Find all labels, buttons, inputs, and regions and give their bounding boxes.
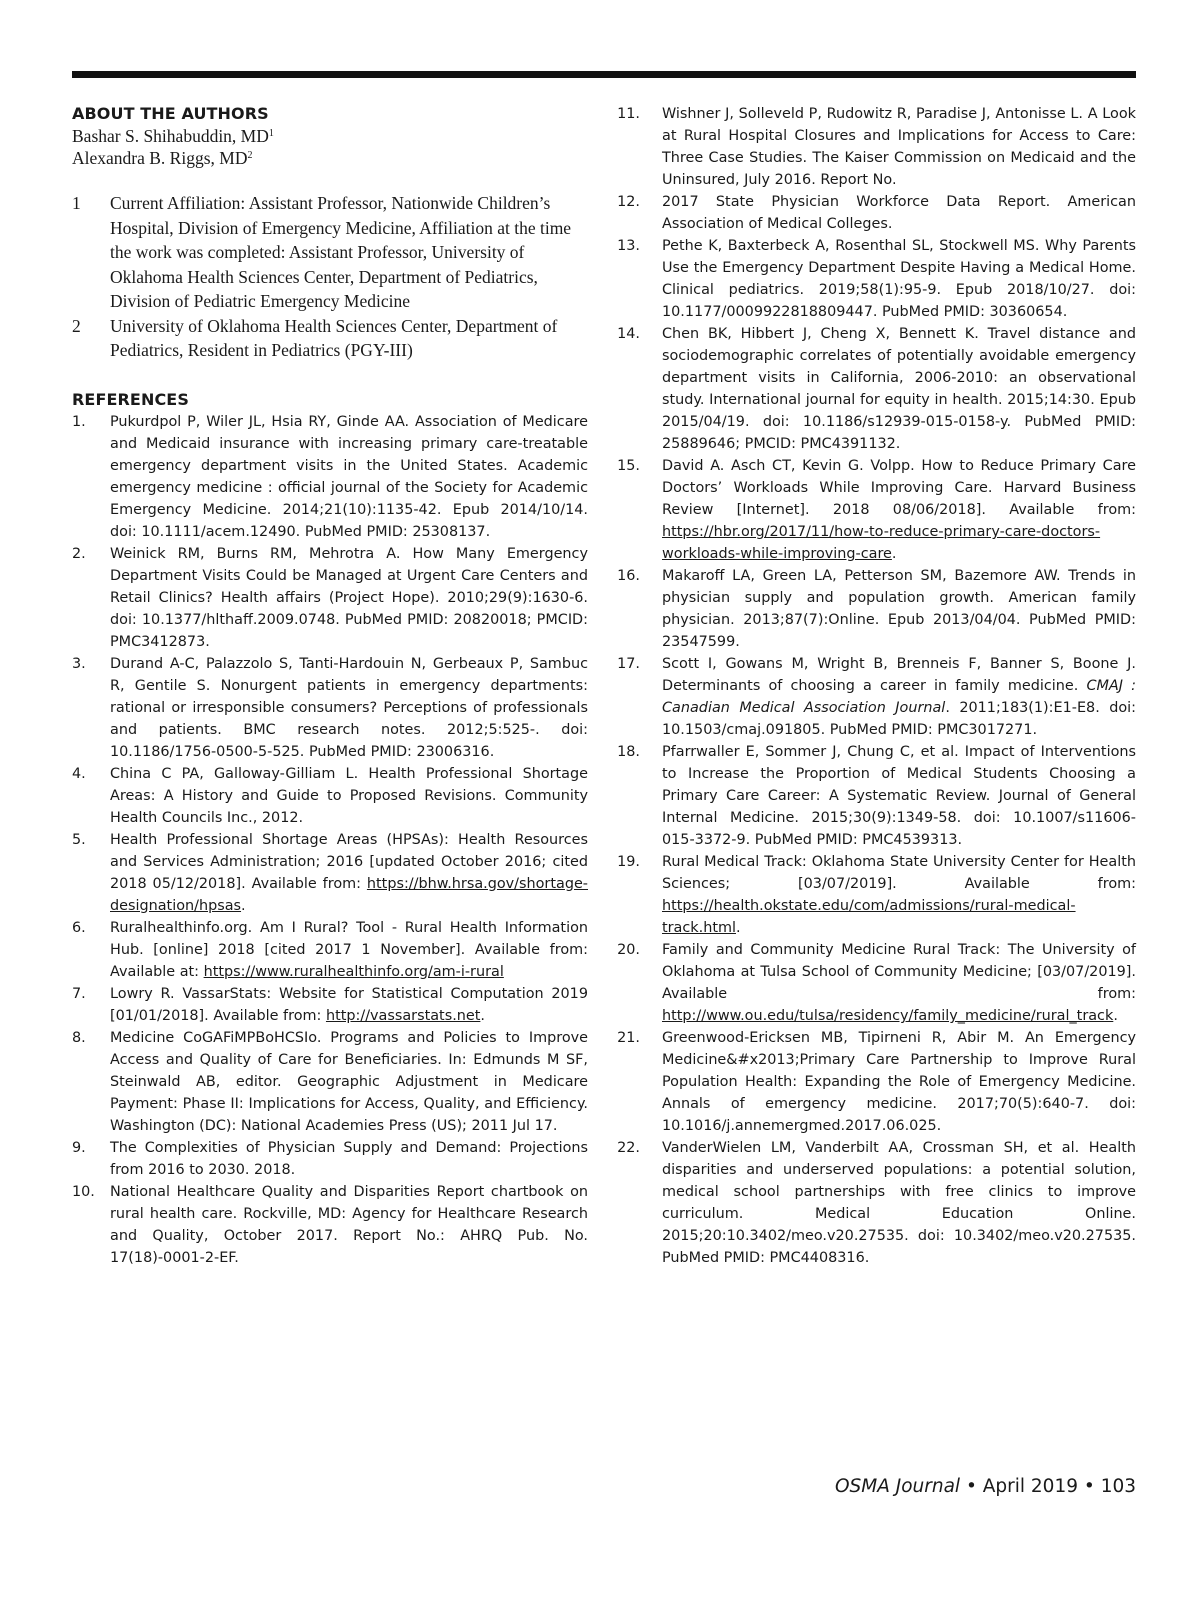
reference-journal: CMAJ : Canadian Medical Association Journal (662, 678, 1136, 716)
reference-text: Family and Community Medicine Rural Track: The University of Oklahoma at Tulsa School of Community Medicine; [03/07/2019]. Available from: (662, 942, 1136, 1002)
reference-text: Scott I, Gowans M, Wright B, Brenneis F, Banner S, Boone J. Determinants of choosing a career in family medicine. (662, 656, 1136, 694)
reference-item (72, 763, 588, 829)
reference-text: Durand A-C, Palazzolo S, Tanti-Hardouin N, Gerbeaux P, Sambuc R, Gentile S. Nonurgent patients in emergency departments: rational or irresponsible consumers? Perceptions of professionals and patients. BMC research notes. 2012;5:525-. doi: 10.1186/1756-0500-5-525. PubMed PMID: 23006316. (110, 655, 588, 760)
reference-number: 3. (72, 655, 86, 672)
reference-item (617, 103, 1136, 191)
reference-text: Medicine CoGAFiMPBoHCSIo. Programs and Policies to Improve Access and Quality of Care for Beneficiaries. In: Edmunds M SF, Steinwald AB, editor. Geographic Adjustment in Medicare Payment: Phase II: Implications for Access, Quality, and Efficiency. Washington (DC): National Academies Press (US); 2011 Jul 17. (110, 1029, 588, 1134)
reference-text-end: . (241, 897, 246, 914)
reference-number: 19. (617, 854, 640, 870)
author-1 (72, 125, 588, 147)
reference-number: 1. (72, 413, 86, 430)
reference-text-end: . 2011;183(1):E1-E8. doi: 10.1503/cmaj.091805. PubMed PMID: PMC3017271. (662, 700, 1136, 738)
reference-item (72, 411, 588, 543)
reference-number: 13. (617, 238, 640, 254)
reference-text: Lowry R. VassarStats: Website for Statistical Computation 2019 [01/01/2018]. Available from: (110, 985, 588, 1024)
reference-number: 7. (72, 985, 86, 1002)
affiliation-number: 2 (72, 315, 81, 336)
reference-number: 9. (72, 1139, 86, 1156)
reference-text: Pukurdpol P, Wiler JL, Hsia RY, Ginde AA. Association of Medicare and Medicaid insurance with increasing primary care-treatable emergency department visits in the United States. Academic emergency medicine : official journal of the Society for Academic Emergency Medicine. 2014;21(10):1135-42. Epub 2014/10/14. doi: 10.1111/acem.12490. PubMed PMID: 25308137. (110, 413, 588, 540)
reference-number: 21. (617, 1030, 640, 1046)
reference-number: 15. (617, 458, 640, 474)
reference-text: VanderWielen LM, Vanderbilt AA, Crossman SH, et al. Health disparities and underserved populations: a potential solution, medical school partnerships with free clinics to improve curriculum. Medical Education Online. 2015;20:10.3402/meo.v20.27535. doi: 10.3402/meo.v20.27535. PubMed PMID: PMC4408316. (662, 1140, 1136, 1266)
reference-text: Ruralhealthinfo.org. Am I Rural? Tool - Rural Health Information Hub. [online] 2018 [cited 2017 1 November]. Available from: Available at: (110, 919, 588, 980)
reference-text: China C PA, Galloway-Gilliam L. Health Professional Shortage Areas: A History and Guide to Proposed Revisions. Community Health Councils Inc., 2012. (110, 765, 588, 826)
reference-item (72, 829, 588, 917)
author-name: Bashar S. Shihabuddin, MD (72, 126, 269, 146)
reference-number: 17. (617, 656, 640, 672)
author-affiliation-mark: 2 (247, 150, 253, 161)
reference-number: 2. (72, 545, 86, 562)
reference-link[interactable]: http://www.ou.edu/tulsa/residency/family_medicine/rural_track (662, 1008, 1114, 1024)
reference-number: 4. (72, 765, 86, 782)
reference-text-end: . (480, 1007, 485, 1024)
reference-text: Weinick RM, Burns RM, Mehrotra A. How Many Emergency Department Visits Could be Managed at Urgent Care Centers and Retail Clinics? Health affairs (Project Hope). 2010;29(9):1630-6. doi: 10.1377/hlthaff.2009.0748. PubMed PMID: 20820018; PMCID: PMC3412873. (110, 545, 588, 650)
reference-link[interactable]: https://bhw.hrsa.gov/shortage-designation/hpsas (110, 875, 588, 914)
reference-item (617, 851, 1136, 939)
footer-date: April 2019 (982, 1476, 1078, 1497)
reference-text: 2017 State Physician Workforce Data Report. American Association of Medical Colleges. (662, 194, 1136, 232)
footer-separator: • (1078, 1476, 1101, 1497)
affiliation-number: 1 (72, 193, 81, 213)
author-2 (72, 147, 588, 169)
reference-text: National Healthcare Quality and Disparities Report chartbook on rural health care. Rockville, MD: Agency for Healthcare Research and Quality, October 2017. Report No.: AHRQ Pub. No. 17(18)-0001-2-EF. (110, 1183, 588, 1266)
reference-item (617, 741, 1136, 851)
reference-text: Wishner J, Solleveld P, Rudowitz R, Paradise J, Antonisse L. A Look at Rural Hospital Closures and Implications for Access to Care: Three Case Studies. The Kaiser Commission on Medicaid and the Uninsured, July 2016. Report No. (662, 106, 1136, 188)
reference-link[interactable]: https://www.ruralhealthinfo.org/am-i-rural (203, 963, 504, 980)
reference-link[interactable]: https://hbr.org/2017/11/how-to-reduce-primary-care-doctors-workloads-while-improving-care (662, 524, 1101, 562)
reference-link[interactable]: https://health.okstate.edu/com/admissions/rural-medical-track.html (662, 898, 1076, 936)
reference-item (72, 1027, 588, 1137)
footer-page-number: 103 (1100, 1476, 1136, 1497)
author-name: Alexandra B. Riggs, MD (72, 148, 248, 168)
affiliation-text: Current Affiliation: Assistant Professor, Nationwide Children’s Hospital, Division of Emergency Medicine, Affiliation at the time the work was completed: Assistant Professor, University of Oklahoma Health Sciences Center, Department of Pediatrics, Division of Pediatric Emergency Medicine (110, 193, 572, 311)
affiliation-item (72, 191, 588, 314)
reference-link[interactable]: http://vassarstats.net (325, 1007, 481, 1024)
reference-item (72, 1181, 588, 1269)
reference-list-left (72, 411, 588, 1269)
reference-text: Chen BK, Hibbert J, Cheng X, Bennett K. Travel distance and sociodemographic correlates of potentially avoidable emergency department visits in California, 2006-2010: an observational study. International journal for equity in health. 2015;14:30. Epub 2015/04/19. doi: 10.1186/s12939-015-0158-y. PubMed PMID: 25889646; PMCID: PMC4391132. (662, 326, 1136, 452)
author-affiliation-mark: 1 (268, 128, 274, 139)
reference-item (72, 1137, 588, 1181)
affiliation-text: University of Oklahoma Health Sciences Center, Department of Pediatrics, Resident in Pediatrics (PGY-III) (110, 315, 558, 360)
reference-text: Pethe K, Baxterbeck A, Rosenthal SL, Stockwell MS. Why Parents Use the Emergency Department Despite Having a Medical Home. Clinical pediatrics. 2019;58(1):95-9. Epub 2018/10/27. doi: 10.1177/0009922818809447. PubMed PMID: 30360654. (662, 238, 1136, 320)
reference-item (617, 653, 1136, 741)
reference-text: Health Professional Shortage Areas (HPSAs): Health Resources and Services Administration; 2016 [updated October 2016; cited 2018 05/12/2018]. Available from: (110, 831, 588, 892)
reference-number: 20. (617, 942, 640, 958)
reference-number: 22. (617, 1140, 640, 1156)
reference-number: 11. (617, 106, 640, 122)
references-heading: REFERENCES (72, 389, 189, 409)
reference-number: 10. (72, 1183, 95, 1200)
reference-number: 5. (72, 831, 86, 848)
reference-text: Pfarrwaller E, Sommer J, Chung C, et al. Impact of Interventions to Increase the Proportion of Medical Students Choosing a Primary Care Career: A Systematic Review. Journal of General Internal Medicine. 2015;30(9):1349-58. doi: 10.1007/s11606-015-3372-9. PubMed PMID: PMC4539313. (662, 744, 1136, 848)
reference-item (617, 565, 1136, 653)
reference-number: 8. (72, 1029, 86, 1046)
reference-text: The Complexities of Physician Supply and Demand: Projections from 2016 to 2030. 2018. (110, 1139, 588, 1178)
reference-item (617, 235, 1136, 323)
reference-number: 14. (617, 326, 640, 342)
reference-text: David A. Asch CT, Kevin G. Volpp. How to Reduce Primary Care Doctors’ Workloads While Improving Care. Harvard Business Review [Internet]. 2018 08/06/2018]. Available from: (662, 458, 1136, 518)
reference-text-end: . (1113, 1008, 1118, 1024)
reference-number: 6. (72, 919, 86, 936)
left-column (72, 103, 588, 1269)
reference-number: 18. (617, 744, 640, 760)
reference-item (72, 543, 588, 653)
reference-text: Makaroff LA, Green LA, Petterson SM, Bazemore AW. Trends in physician supply and population growth. American family physician. 2013;87(7):Online. Epub 2013/04/04. PubMed PMID: 23547599. (662, 568, 1136, 650)
reference-list-right (617, 103, 1136, 1269)
reference-item (617, 1137, 1136, 1269)
reference-item (72, 983, 588, 1027)
footer-journal: OSMA Journal (834, 1476, 961, 1497)
reference-item (72, 917, 588, 983)
right-column (617, 103, 1136, 1269)
reference-number: 12. (617, 194, 640, 210)
footer-separator: • (960, 1476, 983, 1497)
affiliation-item (72, 314, 588, 363)
reference-text-end: . (735, 920, 741, 936)
reference-number: 16. (617, 568, 640, 584)
reference-text: Greenwood-Ericksen MB, Tipirneni R, Abir M. An Emergency Medicine&#x2013;Primary Care Partnership to Improve Rural Population Health: Expanding the Role of Emergency Medicine. Annals of emergency medicine. 2017;70(5):640-7. doi: 10.1016/j.annemergmed.2017.06.025. (662, 1030, 1136, 1134)
reference-text-end: . (891, 546, 897, 562)
reference-item (617, 455, 1136, 565)
reference-item (617, 939, 1136, 1027)
top-rule (72, 71, 1136, 78)
reference-text: Rural Medical Track: Oklahoma State University Center for Health Sciences; [03/07/2019]. Available from: (662, 854, 1136, 892)
reference-item (72, 653, 588, 763)
reference-item (617, 323, 1136, 455)
reference-item (617, 191, 1136, 235)
affiliation-list (72, 191, 588, 363)
reference-item (617, 1027, 1136, 1137)
page-footer (835, 1475, 1136, 1499)
about-authors-heading: ABOUT THE AUTHORS (72, 104, 269, 123)
